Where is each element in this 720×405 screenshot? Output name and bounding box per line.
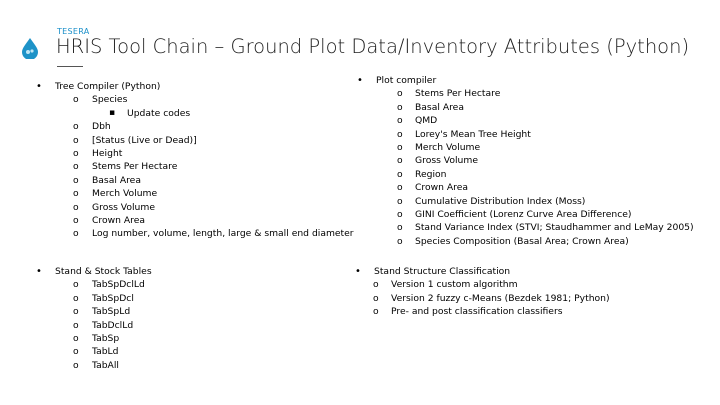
- plot-compiler-section: [357, 74, 694, 248]
- list-item: o TabLd: [36, 345, 152, 358]
- list-item: o QMD: [357, 114, 694, 127]
- list-item: o Dbh: [36, 120, 354, 133]
- stand-structure-heading: • Stand Structure Classification: [355, 265, 610, 278]
- stand-stock-section: [36, 265, 152, 372]
- title-underline: [57, 66, 83, 67]
- list-item: o GINI Coefficient (Lorenz Curve Area Difference): [357, 208, 694, 221]
- list-item: o Crown Area: [357, 181, 694, 194]
- stand-structure-section: [355, 265, 610, 319]
- list-item: o Stand Variance Index (STVI; Staudhammer and LeMay 2005): [357, 221, 694, 234]
- list-item: o Gross Volume: [36, 201, 354, 214]
- list-item: o TabSpDclLd: [36, 278, 152, 291]
- list-item: o Pre- and post classification classifiers: [355, 305, 610, 318]
- brand-name: TESERA: [57, 27, 90, 36]
- list-item: o Height: [36, 147, 354, 160]
- list-item: o TabDclLd: [36, 319, 152, 332]
- list-item: o Species: [36, 93, 354, 106]
- list-item: o Merch Volume: [357, 141, 694, 154]
- list-item: o Lorey's Mean Tree Height: [357, 128, 694, 141]
- list-item: o Stems Per Hectare: [357, 87, 694, 100]
- tesera-logo-icon: [19, 37, 41, 59]
- list-item: o [Status (Live or Dead)]: [36, 134, 354, 147]
- list-item: ▪ Update codes: [36, 107, 354, 120]
- list-item: o TabSpDcl: [36, 292, 152, 305]
- list-item: o Basal Area: [36, 174, 354, 187]
- list-item: o TabSp: [36, 332, 152, 345]
- list-item: o Merch Volume: [36, 187, 354, 200]
- tree-compiler-heading: • Tree Compiler (Python): [36, 80, 354, 93]
- list-item: o Crown Area: [36, 214, 354, 227]
- list-item: o Log number, volume, length, large & small end diameter: [36, 227, 354, 240]
- list-item: o TabSpLd: [36, 305, 152, 318]
- list-item: o Basal Area: [357, 101, 694, 114]
- list-item: o Version 2 fuzzy c-Means (Bezdek 1981; Python): [355, 292, 610, 305]
- stand-stock-heading: • Stand & Stock Tables: [36, 265, 152, 278]
- list-item: o Gross Volume: [357, 154, 694, 167]
- list-item: o Species Composition (Basal Area; Crown Area): [357, 235, 694, 248]
- list-item: o Version 1 custom algorithm: [355, 278, 610, 291]
- tree-compiler-section: [36, 80, 354, 241]
- list-item: o TabAll: [36, 359, 152, 372]
- list-item: o Cumulative Distribution Index (Moss): [357, 195, 694, 208]
- page-title: HRIS Tool Chain – Ground Plot Data/Inventory Attributes (Python): [56, 35, 690, 58]
- list-item: o Region: [357, 168, 694, 181]
- plot-compiler-heading: • Plot compiler: [357, 74, 694, 87]
- list-item: o Stems Per Hectare: [36, 160, 354, 173]
